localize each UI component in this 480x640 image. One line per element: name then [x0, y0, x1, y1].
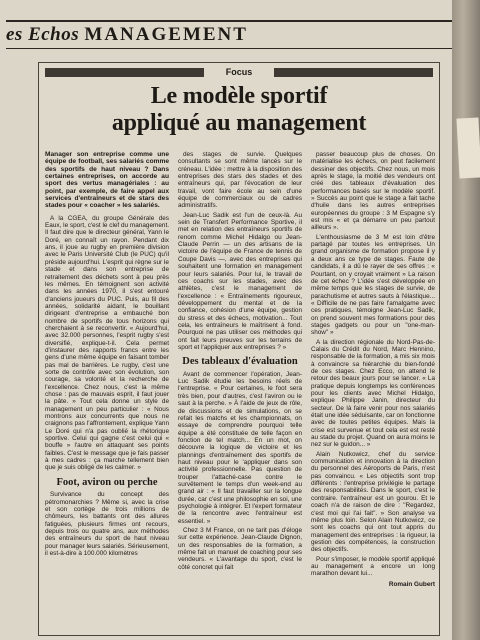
column-3	[311, 151, 435, 633]
paragraph: des stages de survie. Quelques consultants se sont même lancés sur le créneau. L'idée : mettre à la disposition des entreprises des stars des stades et des entraîneurs qui, par l'évocation de leur travail, vont faire école au sein d'une équipe de commerciaux ou de cadres administratifs.	[178, 151, 302, 210]
paper-scrap	[456, 117, 480, 178]
paragraph: Jean-Luc Sadik est l'un de ceux-là. Au sein de Transfert Performance Sportive, il met en relation des entraîneurs sportifs de renom comme Michel Hidalgo ou Jean-Claude Perrin — un des artisans de la victoire de l'équipe de France de tennis de Coupe Davis —, avec des entreprises qui souhaitent une formation en management pour leurs salariés. Pour lui, le travail de ces coachs sur les stades, avec des athlètes, c'est le management de l'excellence : « Entraînements rigoureux, développement du mental et de la confiance, cohésion d'une équipe, gestion du stress et des échecs, motivation... Tout cela, les entraîneurs le maîtrisent à fond. Pourquoi ne pas utiliser ces méthodes qui ont fait leurs preuves sur les terrains de sport et l'appliquer aux entreprises ? »	[178, 211, 302, 351]
adjacent-page-edge	[452, 0, 480, 640]
article-lede: Manager son entreprise comme une équipe de football, ses salariés comme des sportifs de haut niveau ? Dans certaines entreprises, on accorde au sport des vertus managériales : au point, par exemple, de faire appel aux services d'entraîneurs et de stars des stades pour « coacher » les salariés.	[45, 151, 169, 210]
article-headline	[39, 83, 439, 137]
article-frame	[38, 62, 440, 636]
paragraph: Pour s'imposer, le modèle sportif appliqué au management a encore un long marathon devant lui...	[311, 555, 435, 578]
paragraph: Survivance du concept des pétromonarchies ? Même si, avec la crise et son cortège de trois millions de chômeurs, les battants ont des allures fatiguées, plusieurs firmes ont recours, depuis trois ou quatre ans, aux méthodes des entraîneurs du sport de haut niveau pour manager leurs salariés. Sérieusement, il est-à-dire à 100.000 kilomètres	[45, 491, 169, 558]
paragraph: L'enthousiasme de 3 M est loin d'être partagé par toutes les entreprises. Un grand organisme de formation propose il y a deux ans ce type de stages. Faute de candidats, il a dû le rayer de ses offres : « Pourtant, on y croyait vraiment » La raison de cet échec ? L'idée s'est développée en même temps que les stages de survie, de parachutisme et autres sauts à l'élastique... « Difficile de ne pas faire l'amalgame avec ces pratiques, témoigne Jean-Luc Sadik, on prend souvent mes formations pour des stages gadgets ou pour un "one-man-show" »	[311, 233, 435, 337]
paragraph: passer beaucoup plus de choses. On matérialise les échecs, on peut facilement dessiner des objectifs. Chez nous, un mois après le stage, la moitié des vendeurs ont créé des tableaux d'évaluation des performances basés sur le modèle sportif. » Succès au point que le stage a fait tache d'huile dans les autres entreprises européennes du groupe : 3 M Espagne s'y est mis « et ça démarre un peu partout ailleurs ».	[311, 151, 435, 232]
paragraph: Alain Nutkowicz, chef du service communication et innovation à la direction du personnel des Aéroports de Paris, n'est pas convaincu. « Les objectifs sont trop différents : l'entreprise privilégie le partage des responsabilités. Dans le sport, c'est le contraire. l'entraîneur est un gourou. Et le coach n'a de raison de dire : "Regardez, c'est moi qui l'ai fait". » Son analyse va même plus loin. Selon Alain Nutkowicz, ce sont les coachs qui ont tout appris du management des entreprises : la rigueur, la gestion des compétences, la construction des objectifs.	[311, 450, 435, 554]
headline-line-2: appliqué au management	[111, 110, 367, 136]
masthead-name: MANAGEMENT	[84, 24, 248, 45]
paragraph: Avant de commencer l'opération, Jean-Luc Sadik étudie les besoins réels de l'entreprise. « Pour certaines, le foot sera très bien, pour d'autres, c'est l'aviron ou le saut à la perche. » À l'aide de jeux de rôle, de discussions et de simulations, on se refait les matchs et les championnats, on essaye de comprendre pourquoi telle équipe a été constituée de telle façon en fonction de tel match... En un mot, on découvre la logique de victoire et les plannings d'entraînement des sportifs de haut niveau pour le 'appliquer dans son activité professionnelle. Pas question de trouper l'attaché-case contre le survêtement le temps d'un week-end au grand air : « Il faut travailler sur la longue durée, car c'est une philosophie en soi, une psychologie à intégrer. Et l'expert formateur de la rencontre avec l'entraîneur est essentiel. »	[178, 370, 302, 525]
subheading-foot-aviron: Foot, aviron ou perche	[56, 476, 158, 488]
paragraph: A la CGEA, du groupe Générale des Eaux, le sport, c'est le clef du management. Il faut dire que le directeur général, Yann le Doré, en connaît un rayon. Pendant dix ans, il joue au rugby en première division avec le Paris Université Club (le PUC) qu'il préside aujourd'hui. L'esprit qui règne sur le stade et dans son entreprise de retraitement des déchets sont à peu près les mêmes. En témoignent son activité dans les années 1970, il s'est entouré d'anciens joueurs du PUC. Puis, au fil des années, solidarité aidant, le bouillant dirigeant d'entreprise a embauché bon nombre de sportifs de tous horizons qui cherchaient à se reconvertir. « Aujourd'hui, avec 32.000 personnes, l'esprit rugby s'est diversifié, explique-t-il. Cela permet d'instaurer des rapports francs entre les gens d'une même équipe en faisant tomber pas mal de barrières. Le rugby, c'est une sorte de contrôle avec son évolution, son courage, sa volonté et la recherche de l'excellence. Chez nous, c'est la même chose : pas de mauvais esprit, il faut jouer la pâte. » Tout cela donne un style de management un peu particulier : « Nous montrons aux concurrents que nous ne craignons pas l'affrontement, explique Yann Le Doré qui n'a pas oublié la rhétorique sportive. Celui qui gagne c'est celui qui « bouffe » l'autre en attaquant ses points faibles. C'est le message que je fais passer à mes cadres : ça marche tellement bien que je suis obligé de les calmer. »	[45, 214, 169, 472]
paragraph: A la direction régionale du Nord-Pas-de-Calais du Crédit du Nord, Marc Hennino, responsable de la formation, a mis six mois à convaincre sa hiérarchie du bien-fondé de ces stages. Chez Ecco, on attend le retour des beaux jours pour se lancer. « La pratique depuis longtemps les conférences pour les clients avec Michel Hidalgo, explique Philippe Janin, directeur du secteur. De là faire venir pour nos salariés était une idée séduisante, car on fonctionne avec de toutes petites équipes. Mais la crise est survenue et tout cela est est resté au stade du projet. Quand on aura moins le nez sur le guidon... »	[311, 338, 435, 449]
subheading-tableaux: Des tableaux d'évaluation	[182, 356, 298, 368]
column-1	[45, 151, 169, 633]
masthead-prefix: es Echos	[6, 24, 85, 45]
section-masthead	[6, 20, 452, 49]
author-signature: Romain Gubert	[388, 580, 435, 588]
column-2	[178, 151, 302, 633]
paragraph: Chez 3 M France, on ne tarit pas d'éloge sur cette expérience. Jean-Claude Dignon, un des responsables de la formation, a même fait un manuel de coaching pour ses vendeurs. « L'avantage du sport, c'est le côté concret qui fait	[178, 527, 302, 571]
rubric-label: Focus	[204, 65, 274, 79]
headline-line-1: Le modèle sportif	[150, 83, 328, 109]
